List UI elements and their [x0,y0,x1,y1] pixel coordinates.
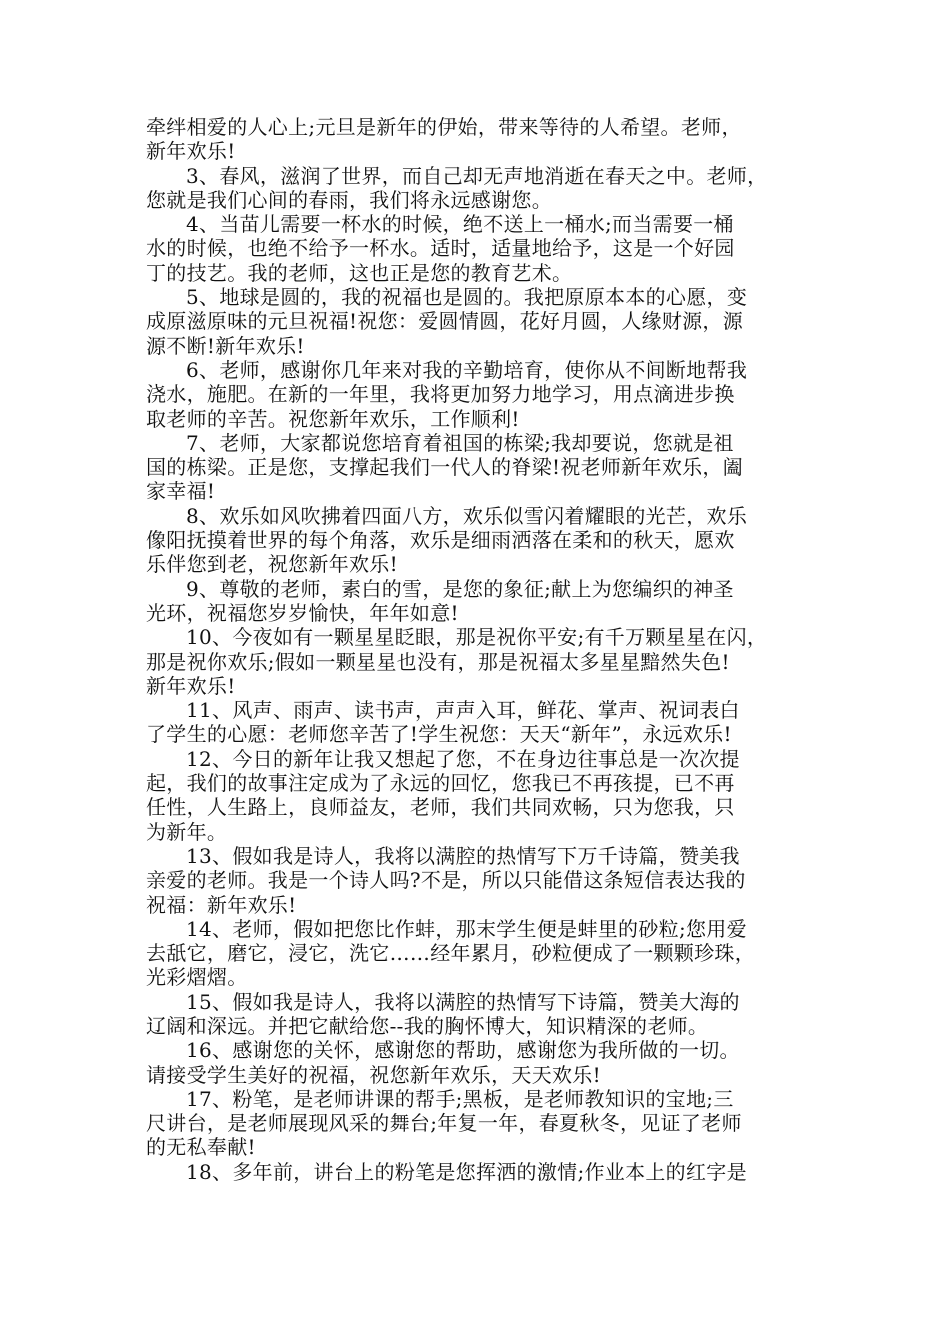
text-line: 水的时候，也绝不给予一杯水。适时，适量地给予，这是一个好园 [146,236,735,261]
text-line: 9、尊敬的老师，素白的雪，是您的象征;献上为您编织的神圣 [186,576,734,601]
text-line: 请接受学生美好的祝福，祝您新年欢乐，天天欢乐! [146,1062,601,1087]
text-line: 13、假如我是诗人，我将以满腔的热情写下万千诗篇，赞美我 [186,843,740,868]
text-line: 4、当苗儿需要一杯水的时候，绝不送上一桶水;而当需要一桶 [186,212,734,237]
text-line: 牵绊相爱的人心上;元旦是新年的伊始，带来等待的人希望。老师， [146,115,742,139]
text-line: 您就是我们心间的春雨，我们将永远感谢您。 [146,187,552,212]
text-line: 光彩熠熠。 [146,965,248,990]
text-line: 亲爱的老师。我是一个诗人吗?不是，所以只能借这条短信表达我的 [146,868,746,893]
text-line: 乐伴您到老，祝您新年欢乐! [146,552,398,577]
text-line: 6、老师，感谢你几年来对我的辛勤培育，使你从不间断地帮我 [186,357,748,382]
text-line: 去舐它，磨它，浸它，洗它……经年累月，砂粒便成了一颗颗珍珠， [146,941,755,966]
text-line: 像阳抚摸着世界的每个角落，欢乐是细雨洒落在柔和的秋天，愿欢 [146,528,735,553]
text-line: 祝福：新年欢乐! [146,892,297,917]
text-line: 国的栋梁。正是您，支撑起我们一代人的脊梁!祝老师新年欢乐，阖 [146,455,744,480]
text-line: 14、老师，假如把您比作蚌，那末学生便是蚌里的砂粒;您用爱 [186,916,747,941]
text-line: 任性，人生路上，良师益友，老师，我们共同欢畅，只为您我，只 [146,795,735,820]
text-line: 源不断!新年欢乐! [146,333,305,358]
text-line: 成原滋原味的元旦祝福!祝您：爱圆情圆，花好月圆，人缘财源，源 [146,309,744,334]
text-line: 浇水，施肥。在新的一年里，我将更加努力地学习，用点滴进步换 [146,382,735,407]
text-line: 新年欢乐! [146,673,236,698]
document-body [146,115,816,1184]
text-line: 15、假如我是诗人，我将以满腔的热情写下诗篇，赞美大海的 [186,989,740,1014]
text-line: 12、今日的新年让我又想起了您，不在身边往事总是一次次提 [186,746,740,771]
text-line: 18、多年前，讲台上的粉笔是您挥洒的激情;作业本上的红字是 [186,1159,747,1184]
text-line: 11、风声、雨声、读书声，声声入耳，鲜花、掌声、祝词表白 [186,698,740,723]
text-line: 光环，祝福您岁岁愉快，年年如意! [146,600,459,625]
text-line: 17、粉笔，是老师讲课的帮手;黑板，是老师教知识的宝地;三 [186,1086,734,1111]
text-line: 为新年。 [146,819,228,844]
text-line: 16、感谢您的关怀，感谢您的帮助，感谢您为我所做的一切。 [186,1038,740,1063]
text-line: 起，我们的故事注定成为了永远的回忆，您我已不再孩提，已不再 [146,771,735,796]
text-line: 8、欢乐如风吹拂着四面八方，欢乐似雪闪着耀眼的光芒，欢乐 [186,503,748,528]
text-line: 的无私奉献! [146,1135,256,1160]
text-line: 5、地球是圆的，我的祝福也是圆的。我把原原本本的心愿，变 [186,285,748,310]
text-line: 10、今夜如有一颗星星眨眼，那是祝你平安;有千万颗星星在闪， [186,625,768,650]
text-line: 尺讲台，是老师展现风采的舞台;年复一年，春夏秋冬，见证了老师 [146,1111,742,1136]
text-line: 辽阔和深远。并把它献给您--我的胸怀博大，知识精深的老师。 [146,1013,709,1038]
text-line: 新年欢乐! [146,139,236,164]
text-line: 了学生的心愿：老师您辛苦了!学生祝您：天天“新年”，永远欢乐! [146,722,732,747]
text-line: 那是祝你欢乐;假如一颗星星也没有，那是祝福太多星星黯然失色! [146,649,730,674]
text-line: 家幸福! [146,479,216,504]
text-line: 丁的技艺。我的老师，这也正是您的教育艺术。 [146,260,573,285]
text-line: 取老师的辛苦。祝您新年欢乐，工作顺利! [146,406,520,431]
text-line: 3、春风，滋润了世界，而自己却无声地消逝在春天之中。老师， [186,163,768,188]
text-line: 7、老师，大家都说您培育着祖国的栋梁;我却要说，您就是祖 [186,430,734,455]
